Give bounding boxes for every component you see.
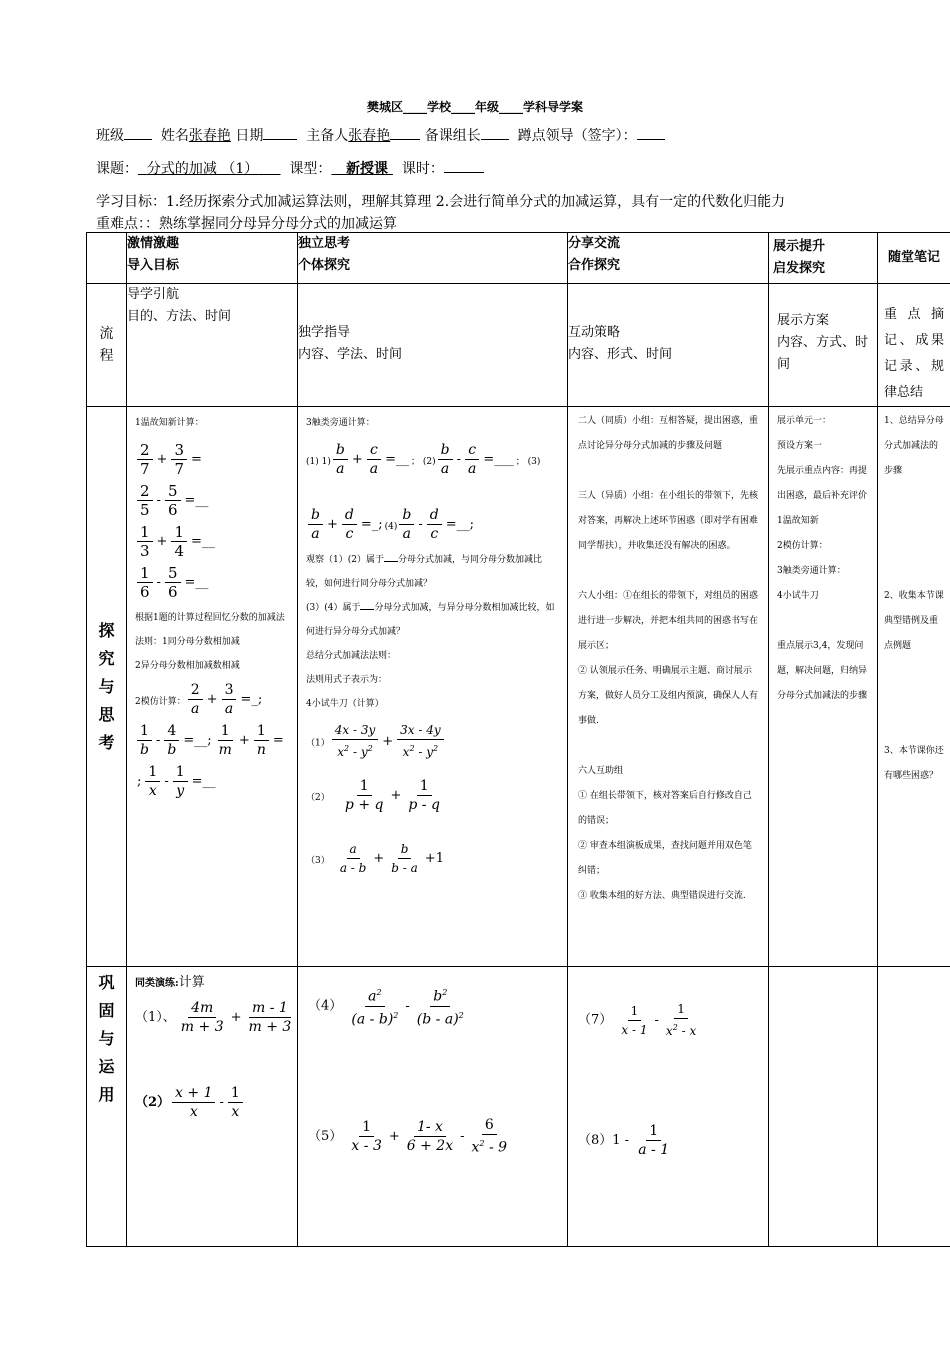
header-col-4: 展示提升 启发探究	[769, 233, 878, 284]
display-plan: 展示单元一： 预设方案一 先展示重点内容：再提出困惑，最后补充评价 1温故知新 2模仿计算： 3触类旁通计算： 4小试牛刀 重点展示3,4，发现问题，解决问题，归纳异分母分式加减法的步骤	[777, 416, 868, 701]
explore-col-5	[878, 407, 950, 967]
rule-text-2: 2异分母分数相加减数相减	[135, 661, 240, 671]
practice-q7: （7） $\frac{1}{x - 1}$ - $\frac{1}{x^2 - x}$	[578, 1002, 697, 1038]
imitate-q1: 2模仿计算： $\frac{2}{a}$ + $\frac{3}{a}$ =_;	[135, 682, 263, 717]
leader-blank[interactable]	[481, 126, 509, 140]
practice-col-5	[878, 967, 950, 1247]
flow-col-1: 导学引航 目的、方法、时间	[127, 284, 298, 407]
explore-col-3	[568, 407, 769, 967]
class-blank[interactable]	[124, 126, 152, 140]
rule-text: 根据1题的计算过程回忆分数的加减法法则：1同分母分数相加减	[135, 613, 285, 647]
imitate-q2: $\frac{1}{b}$ - $\frac{4}{b}$ =__; $\frac{1}{m}$ + $\frac{1}{n}$ =	[135, 723, 289, 758]
practice-col-1	[127, 967, 298, 1247]
header-line-2	[96, 158, 484, 178]
explore-side-label: 探究与思考	[87, 407, 127, 967]
practice-row	[87, 967, 950, 1247]
name-label: 姓名	[160, 128, 189, 144]
flow-row	[87, 284, 950, 407]
header-col-1: 激情激趣 导入目标	[127, 233, 298, 284]
task-4-q1: （1） $\frac{4x - 3y}{x^2 - y^2}$ + $\frac{3x - 4y}{x^2 - y^2}$	[306, 722, 559, 760]
supervisor-label: 蹲点领导（签字）：	[517, 128, 637, 144]
flow-side-label: 流程	[87, 284, 127, 407]
period-blank[interactable]	[444, 159, 484, 173]
doc-title: 樊城区____学校____年级____学科导学案	[366, 100, 583, 114]
flow-col-4: 展示方案 内容、方式、时间	[769, 284, 878, 407]
practice-q8: （8）1 - $\frac{1}{a - 1}$	[578, 1123, 670, 1158]
preparer-label: 主备人	[306, 128, 349, 144]
type-value: 新授课	[346, 161, 389, 177]
name-value: 张春艳	[188, 128, 231, 144]
topic-value: 分式的加减 （1）	[146, 161, 259, 177]
practice-q5: （5） $\frac{1}{x - 3}$ + $\frac{1- x}{6 + 2x}$ - $\frac{6}{x^2 - 9}$	[308, 1117, 508, 1156]
practice-col-4	[769, 967, 878, 1247]
practice-side-label: 巩固与运用	[87, 967, 127, 1247]
explore-row	[87, 407, 950, 967]
observe-2: (3）(4）属于 分母分式加减，与异分母分数相加减比较，如何进行异分母分式加减？	[306, 596, 559, 644]
topic-label: 课题：	[96, 161, 138, 177]
explore-col-2	[298, 407, 568, 967]
supervisor-blank[interactable]	[637, 126, 665, 140]
leader-label: 备课组长	[424, 128, 481, 144]
practice-col-2	[298, 967, 568, 1247]
header-row	[87, 233, 950, 284]
analogy-q1-q3: (1) 1) $\frac{b}{a}$ + $\frac{c}{a}$ =__ ； (2) $\frac{b}{a}$ - $\frac{c}{a}$ =___ ； (3)	[306, 442, 541, 477]
flow-col-5: 重点摘记、成果记录、规律总结	[878, 284, 950, 407]
formula-rule: 法则用式子表示为：	[306, 675, 388, 685]
flow-col-3: 互动策略 内容、形式、时间	[568, 284, 769, 407]
header-line-1	[96, 125, 665, 145]
header-col-2: 独立思考 个体探究	[298, 233, 568, 284]
notes-2: 2、收集本节课典型错例及重点例题	[884, 591, 944, 651]
corner-cell	[87, 233, 127, 284]
preparer-blank	[390, 126, 420, 140]
task-4-q3: （3） $\frac{a}{a - b}$ + $\frac{b}{b - a}$ +1	[306, 842, 444, 875]
header-col-5: 随堂笔记	[878, 233, 950, 284]
header-col-3: 分享交流 合作探究	[568, 233, 769, 284]
practice-q1: （1）、 $\frac{4m}{m + 3}$ + $\frac{m - 1}{m + 3}$	[135, 1000, 292, 1035]
period-label: 课时：	[401, 161, 444, 177]
practice-title: 同类演练:计算	[135, 975, 205, 990]
analogy-q3-q4: $\frac{b}{a}$ + $\frac{d}{c}$ =_; (4) $\frac{b}{a}$ - $\frac{d}{c}$ =__;	[306, 507, 559, 542]
preparer-value: 张春艳	[348, 128, 391, 144]
task-4-title: 4小试牛刀（计算）	[306, 699, 384, 709]
date-label: 日期	[235, 128, 264, 144]
summary-rule: 总结分式加减法法则：	[306, 651, 397, 661]
analogy-title: 3触类旁通计算：	[306, 418, 375, 428]
review-q3: $\frac{1}{3}$ + $\frac{1}{4}$ =__	[135, 524, 289, 559]
date-blank[interactable]	[263, 126, 297, 140]
cooperation-steps: 二人（同质）小组：互相答疑，提出困惑，重点讨论异分母分式加减的步骤及问题 三人（异质）小组：在小组长的带领下，先核对答案，再解决上述环节困惑（即对学有困难同学帮扶），并收集还没有解决的困惑。 六人小组：①在组长的带领下，对组员的困惑进行进一步解决，并把本组共同的困惑书写在展示区； ② 认领展示任务、明确展示主题、商讨展示方案，做好人员分工及组内预演，确保人人有事做. 六人互助组 ① 在组长带领下，核对答案后自行修改自己的错误； ② 审查本组演板成果，查找问题并用双色笔纠错； ③ 收集本组的好方法、典型错误进行交流.	[578, 416, 759, 901]
imitate-q3: ; $\frac{1}{x}$ - $\frac{1}{y}$ =__	[137, 764, 216, 799]
review-title: 1温故知新计算：	[135, 418, 204, 428]
task-4-q2: （2） $\frac{1}{p + q}$ + $\frac{1}{p - q}$	[306, 778, 440, 813]
explore-col-1	[127, 407, 298, 967]
class-label: 班级	[96, 128, 124, 144]
review-q1: $\frac{2}{7}$ + $\frac{3}{7}$ =	[135, 442, 289, 477]
flow-col-2: 独学指导 内容、学法、时间	[298, 284, 568, 407]
practice-col-3	[568, 967, 769, 1247]
type-label: 课型：	[289, 161, 332, 177]
learning-goals: 学习目标：1.经历探索分式加减运算法则，理解其算理 2.会进行简单分式的加减运算，具有一定的代数化归能力	[96, 194, 786, 210]
notes-1: 1、总结异分母分式加减法的步骤	[884, 416, 944, 476]
notes-3: 3、本节课你还有哪些困惑？	[884, 746, 944, 781]
lesson-table	[86, 232, 950, 1247]
explore-col-4	[769, 407, 878, 967]
key-points: 重难点：：熟练掌握同分母异分母分式的加减运算	[96, 216, 397, 232]
observe-1: 观察（1）(2）属于 分母分式加减，与同分母分数加减比较，如何进行同分母分式加减？	[306, 548, 559, 596]
review-q2: $\frac{2}{5}$ - $\frac{5}{6}$ =__	[135, 483, 289, 518]
practice-q4: （4） $\frac{a^2}{(a - b)^2}$ - $\frac{b^2}{(b - a)^2}$	[308, 985, 557, 1027]
review-q4: $\frac{1}{6}$ - $\frac{5}{6}$ =__	[135, 565, 289, 600]
practice-q2: （2） $\frac{x + 1}{x}$ - $\frac{1}{x}$	[135, 1085, 289, 1120]
